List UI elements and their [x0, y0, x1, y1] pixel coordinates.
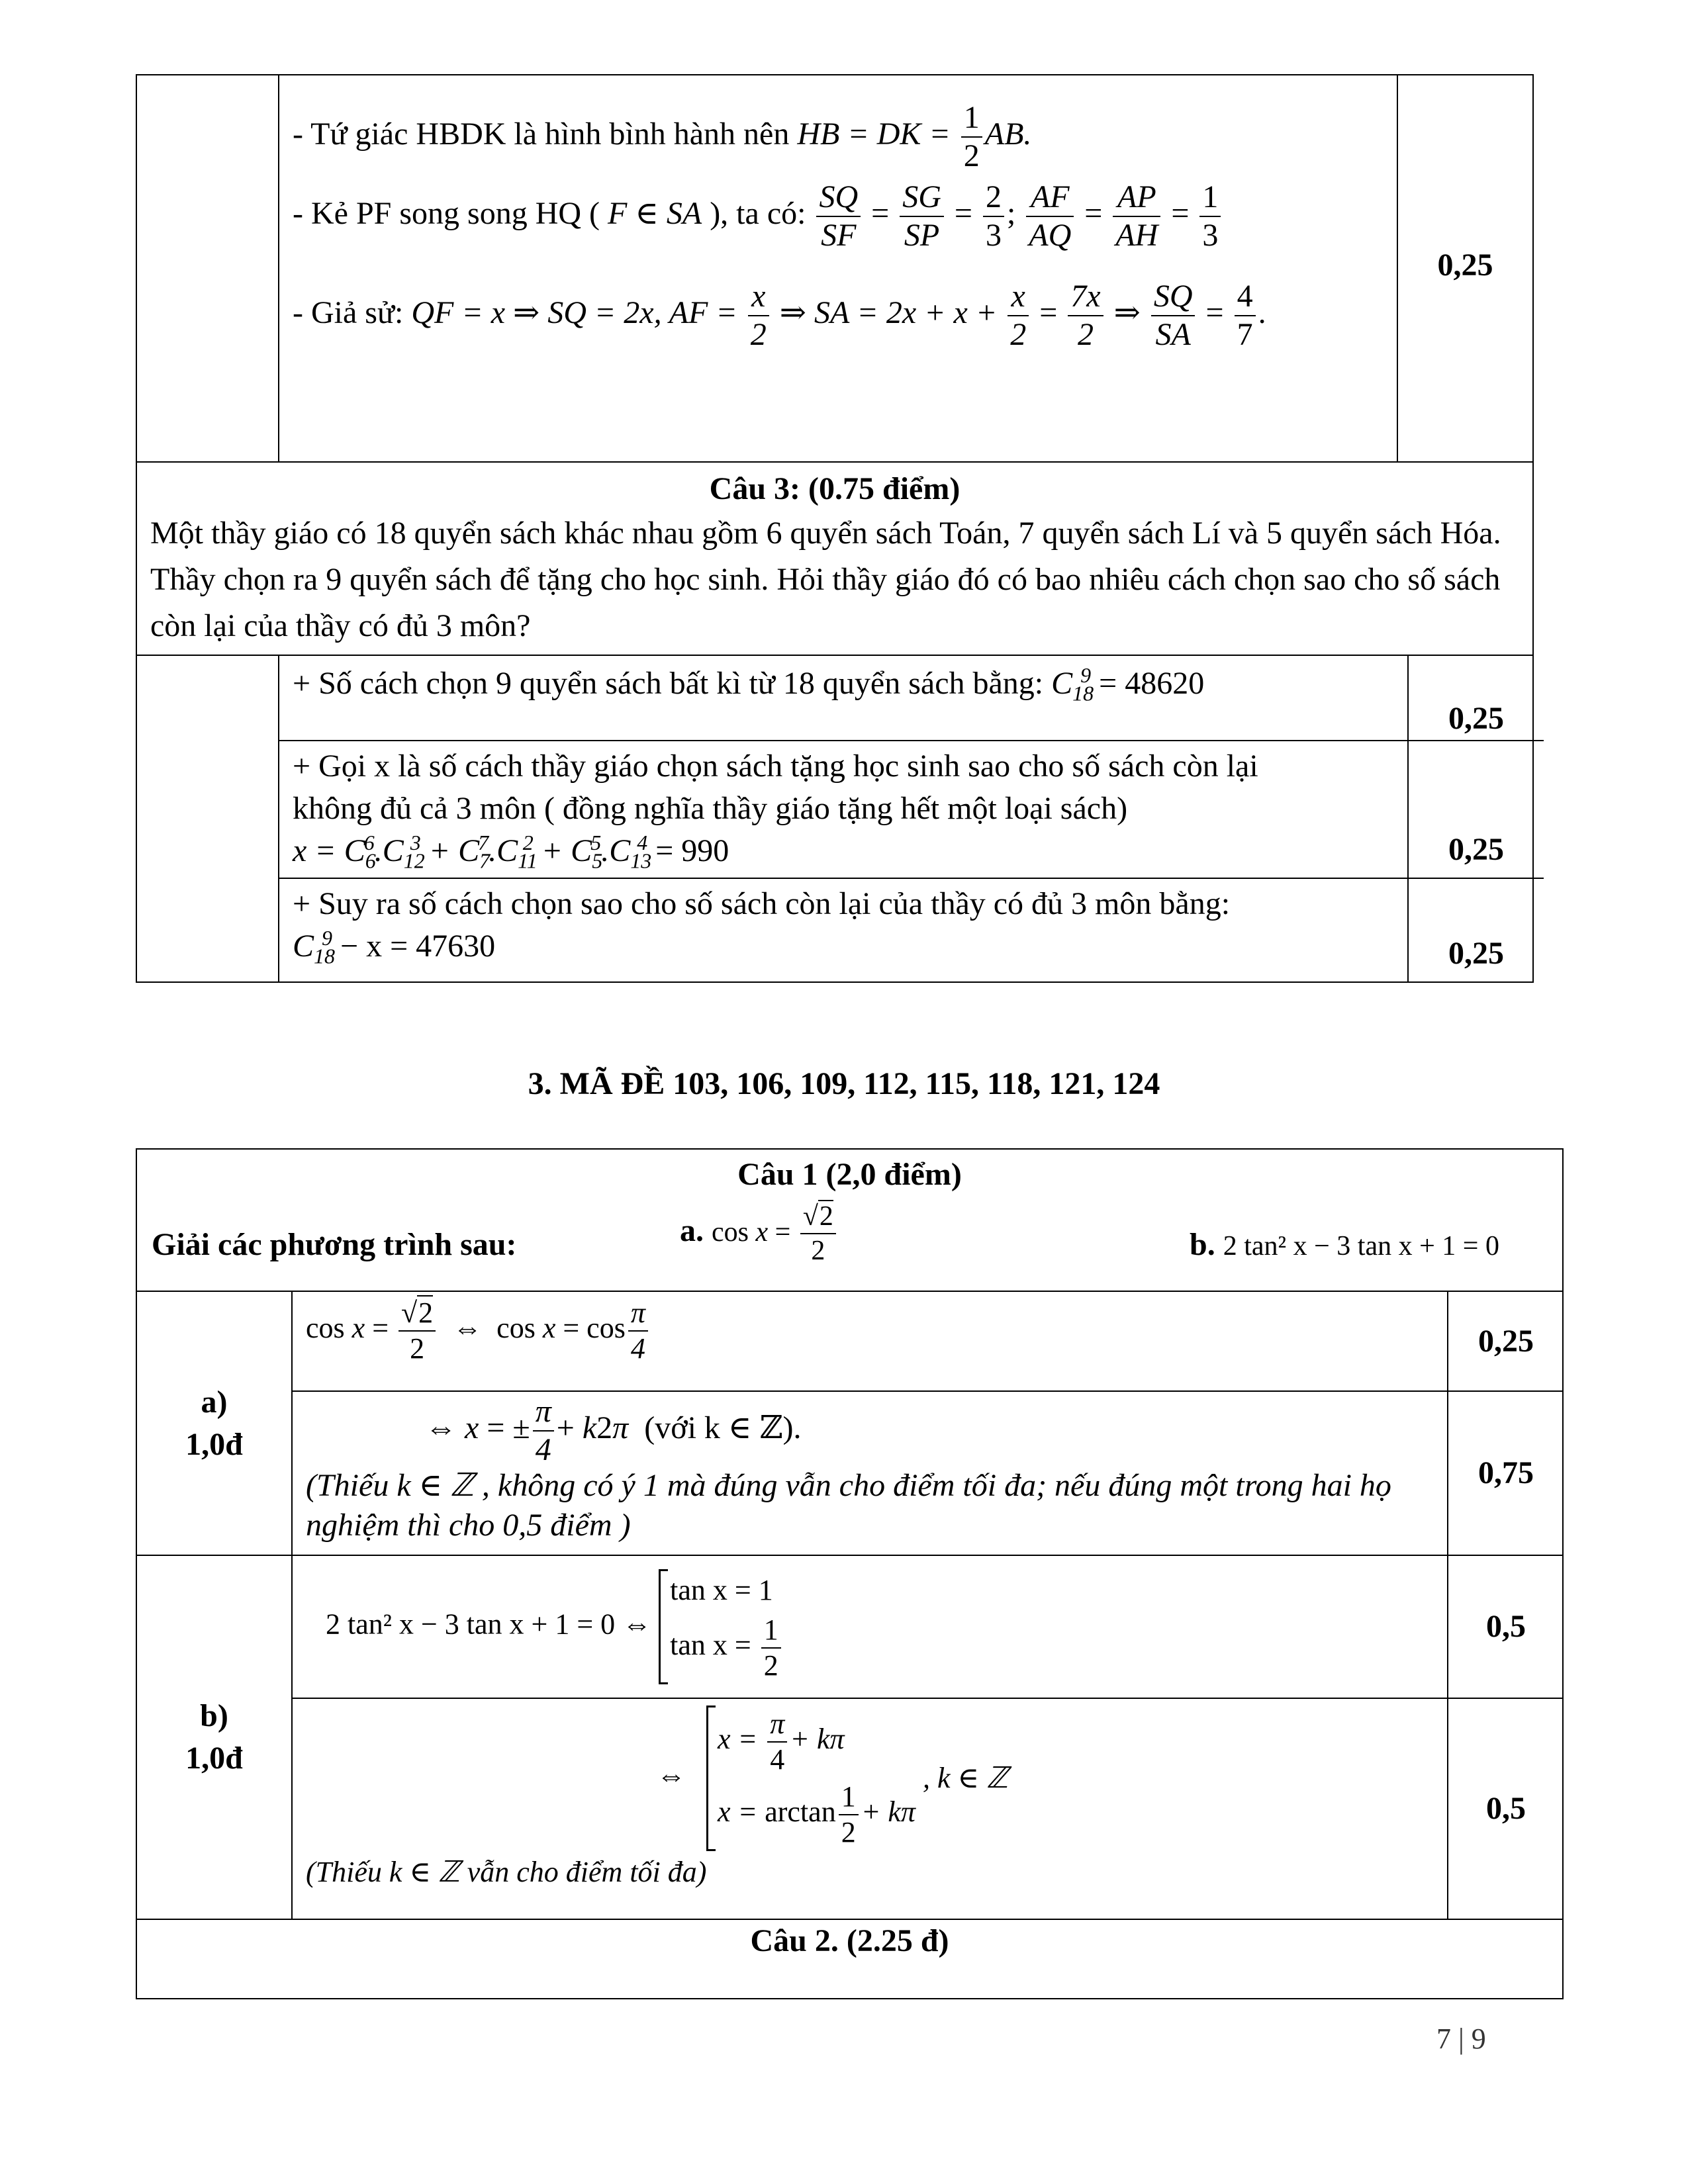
cau2-title: Câu 2. (2.25 đ): [136, 1919, 1563, 1999]
prev-part-table: [136, 74, 1534, 983]
part-b-label-cell: b) 1,0đ: [136, 1555, 292, 1919]
b-step2-bracket: x = $\frac{\pi}{4}$ + kπ x = arctan $\frac{1}{2}$ + kπ: [706, 1706, 915, 1851]
cau3-left-cell: [136, 655, 279, 982]
cau3-inner: [279, 656, 1544, 981]
prev-line-2: - Kẻ PF song song HQ ( F ∈ SA ), ta có: $\frac{SQ}{SF}$ = $\frac{SG}{SP}$ = $\frac{2}{3}$ ; $\frac{AF}{AQ}$ = $\frac{AP}{AH}$ = $\frac{1}{3}$: [293, 181, 1223, 251]
cau3-problem: Một thầy giáo có 18 quyển sách khác nhau gồm 6 quyển sách Toán, 7 quyển sách Lí và 5 quyển sách Hóa. Thầy chọn ra 9 quyển sách để tặng cho học sinh. Hỏi thầy giáo đó có bao nhiêu cách chọn sao cho số sách còn lại của thầy có đủ 3 môn?: [150, 516, 1501, 643]
cau3-step1: + Số cách chọn 9 quyển sách bất kì từ 18 quyển sách bằng: $C_{18}^9 = 48620$: [279, 656, 1408, 741]
section-heading: 3. MÃ ĐỀ 103, 106, 109, 112, 115, 118, 121, 124: [528, 1066, 1160, 1101]
page-number: 7 | 9: [1436, 2023, 1486, 2055]
cau3-title: Câu 3: (0.75 điểm): [709, 471, 961, 506]
part-a-label-cell: a) 1,0đ: [136, 1291, 292, 1555]
cau1-table: [136, 1148, 1564, 1999]
a-step2: ⇔ x = ± $\frac{\pi}{4}$ + k2π (với k ∈ ℤ). (Thiếu k ∈ ℤ , không có ý 1 mà đúng vẫn cho điểm tối đa; nếu đúng một trong hai họ nghiệm thì cho 0,5 điểm ): [293, 1391, 1448, 1555]
cau3-step2-formula: $x = C_6^6.C_{12}^3 + C_7^7.C_{11}^2 + C_5^5.C_{13}^4 = 990$: [293, 831, 729, 873]
cau3-step1-score: 0,25: [1408, 656, 1544, 741]
cau3-steps: [279, 655, 1533, 982]
part-a-inner: [293, 1292, 1564, 1555]
part-b-inner: [293, 1556, 1564, 1919]
b-step2: ⇔ x = $\frac{\pi}{4}$ + kπ x = arctan $\frac{1}{2}$ + kπ , k ∈ ℤ (Thiếu k ∈ ℤ vẫn cho điểm tối đa): [293, 1698, 1448, 1919]
cau3-step2-score: 0,25: [1408, 741, 1544, 878]
cau1-header: [136, 1149, 1563, 1291]
b-step1-bracket: tan x = 1 tan x = $\frac{1}{2}$: [659, 1569, 784, 1685]
b-step1: 2 tan² x − 3 tan x + 1 = 0 ⇔ tan x = 1 tan x = $\frac{1}{2}$: [293, 1556, 1448, 1698]
cau1-eq-a: a. cos x = $\frac{√2}{2}$: [680, 1203, 839, 1265]
a-step1: cos x = $\frac{√2}{2}$ ⇔ cos x = cos $\frac{\pi}{4}$: [293, 1292, 1448, 1391]
prev-line-3: - Giả sử: QF = x ⇒ SQ = 2x, AF = $\frac{x}{2}$ ⇒ SA = 2x + x + $\frac{x}{2}$ = $\frac{7x}{2}$ ⇒ $\frac{SQ}{SA}$ = $\frac{4}{7}$ .: [293, 279, 1266, 352]
cau3-step3-score: 0,25: [1408, 878, 1544, 981]
b-note: (Thiếu k ∈ ℤ vẫn cho điểm tối đa): [306, 1856, 707, 1888]
cau1-prompt: Giải các phương trình sau:: [152, 1227, 517, 1262]
cau3-step3-formula: $C_{18}^9 - x = 47630$: [293, 926, 496, 968]
cau3-problem-cell: [136, 462, 1533, 655]
b-step2-score: 0,5: [1448, 1698, 1564, 1919]
prev-part-score: 0,25: [1397, 75, 1533, 462]
b-step1-score: 0,5: [1448, 1556, 1564, 1698]
a-step1-score: 0,25: [1448, 1292, 1564, 1391]
cau3-step2: + Gọi x là số cách thầy giáo chọn sách tặng học sinh sao cho số sách còn lại không đủ cả 3 môn ( đồng nghĩa thầy giáo tặng hết một loại sách) $x = C_6^6.C_{12}^3 + C_7^7.C_{11}^2 + C_5^5.C_{13}^4 = 990$: [279, 741, 1408, 878]
a-note: (Thiếu k ∈ ℤ , không có ý 1 mà đúng vẫn cho điểm tối đa; nếu đúng một trong hai họ nghiệm thì cho 0,5 điểm ): [306, 1468, 1391, 1543]
a-step2-score: 0,75: [1448, 1391, 1564, 1555]
prev-line-1: - Tứ giác HBDK là hình bình hành nên HB = DK = $\frac{1}{2}$ AB.: [293, 100, 1032, 173]
cau1-title: Câu 1 (2,0 điểm): [737, 1157, 962, 1192]
cau3-step3: + Suy ra số cách chọn sao cho số sách còn lại của thầy có đủ 3 môn bằng: $C_{18}^9 - x = 47630$: [279, 878, 1408, 981]
cau1-eq-b: b. 2 tan² x − 3 tan x + 1 = 0: [1190, 1227, 1499, 1262]
prev-part-content: [279, 75, 1397, 462]
prev-part-left-cell: [136, 75, 279, 462]
